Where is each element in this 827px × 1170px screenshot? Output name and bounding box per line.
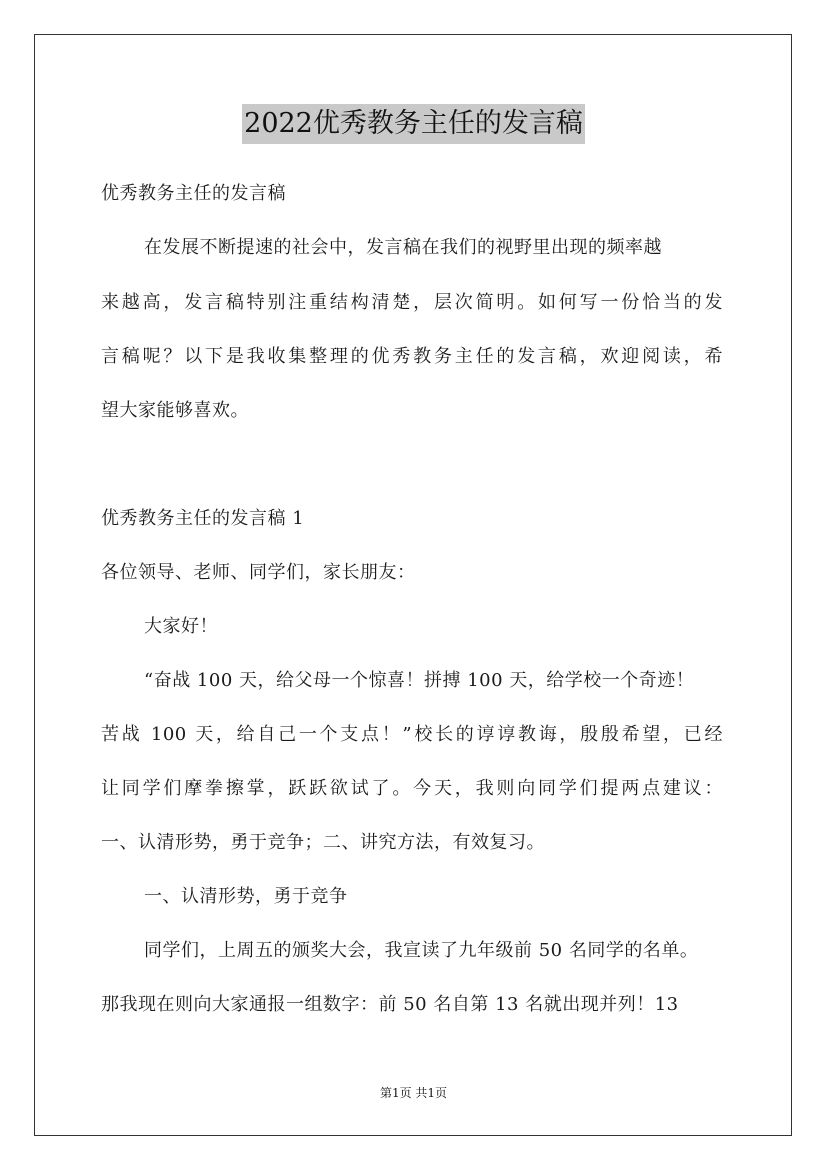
paragraph-line: 一、认清形势，勇于竞争；二、讲究方法，有效复习。 [101,832,545,853]
paragraph-line: “奋战 100 天，给父母一个惊喜！拼搏 100 天，给学校一个奇迹！ [144,670,695,691]
paragraph-line: 言稿呢？以下是我收集整理的优秀教务主任的发言稿，欢迎阅读，希 [101,346,723,367]
section-heading: 优秀教务主任的发言稿 1 [101,508,305,529]
paragraph-line: 望大家能够喜欢。 [101,400,249,421]
paragraph-line: 那我现在则向大家通报一组数字：前 50 名自第 13 名就出现并列！13 [101,994,679,1015]
title-container [0,104,827,144]
paragraph-line: 在发展不断提速的社会中，发言稿在我们的视野里出现的频率越 [144,237,662,258]
page-footer: 第1页 共1页 [379,1086,448,1100]
document-title: 2022优秀教务主任的发言稿 [242,104,585,144]
paragraph-line: 让同学们摩拳擦掌，跃跃欲试了。今天，我则向同学们提两点建议： [101,778,723,799]
greeting-line: 大家好！ [144,616,218,637]
subtitle-line: 优秀教务主任的发言稿 [101,183,286,204]
paragraph-line: 同学们，上周五的颁奖大会，我宣读了九年级前 50 名同学的名单。 [144,940,699,961]
subheading-line: 一、认清形势，勇于竞争 [144,886,348,907]
salutation-line: 各位领导、老师、同学们，家长朋友： [101,562,416,583]
paragraph-line: 苦战 100 天，给自己一个支点！”校长的谆谆教诲，殷殷希望，已经 [101,724,723,745]
paragraph-line: 来越高，发言稿特别注重结构清楚，层次简明。如何写一份恰当的发 [101,292,723,313]
